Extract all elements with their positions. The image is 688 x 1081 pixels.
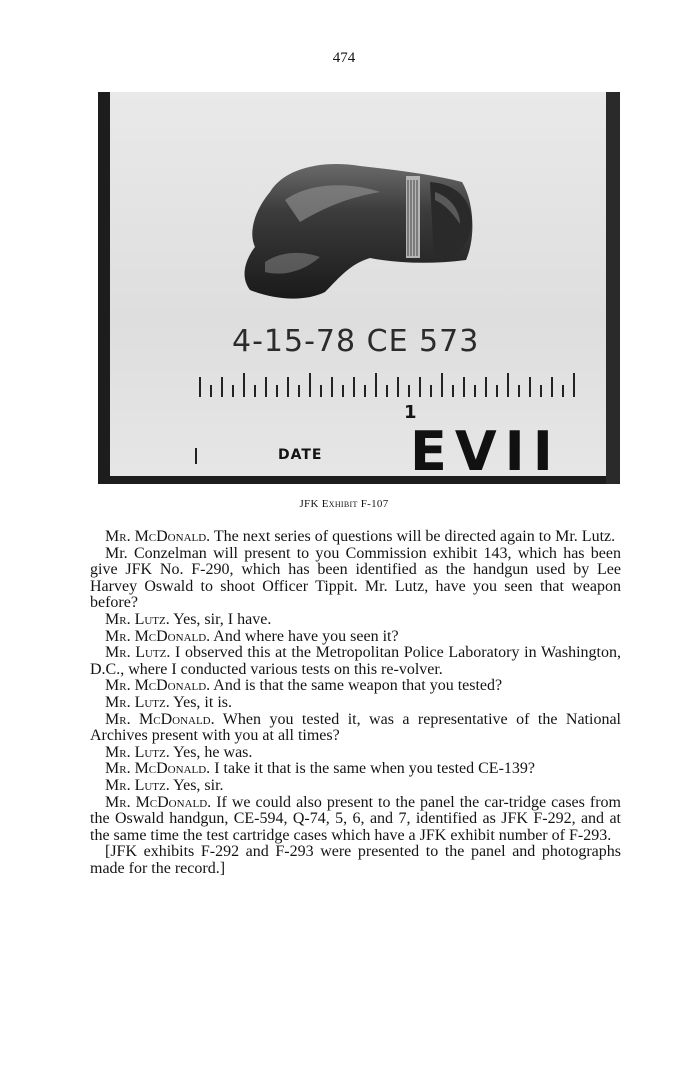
paragraph-text: I take it that is the same when you tested CE-139?	[210, 760, 535, 778]
speaker-label: Mr. McDonald.	[105, 627, 211, 645]
speaker-label: Mr. McDonald.	[105, 528, 211, 545]
exhibit-photo	[98, 92, 620, 484]
paragraph-text: Yes, sir, I have.	[169, 610, 272, 628]
ruler-inch-mark: 1	[404, 402, 417, 423]
speaker-label: Mr. Lutz.	[105, 743, 170, 761]
transcript-paragraph	[90, 712, 621, 745]
figure-caption	[0, 498, 688, 510]
paragraph-text: And where have you seen it?	[210, 627, 399, 645]
paragraph-text: The next series of questions will be directed again to Mr. Lutz.	[210, 528, 616, 545]
paragraph-text: Yes, he was.	[169, 743, 253, 761]
transcript-paragraph	[90, 629, 621, 646]
speaker-label: Mr. McDonald.	[105, 677, 211, 695]
photo-date-label: DATE	[278, 447, 323, 463]
transcript-paragraph	[90, 844, 621, 877]
transcript-paragraph	[90, 612, 621, 629]
speaker-label: Mr. Lutz.	[105, 610, 170, 628]
caption-number: F-107	[357, 498, 389, 510]
transcript-paragraph	[90, 795, 621, 845]
caption-prefix: JFK	[299, 498, 322, 510]
page-number: 474	[332, 50, 356, 66]
transcript-paragraph	[90, 546, 621, 612]
transcript-paragraph	[90, 695, 621, 712]
transcript-paragraph	[90, 761, 621, 778]
speaker-label: Mr. McDonald.	[105, 793, 212, 811]
photo-date-exhibit-label: 4-15-78 CE 573	[232, 324, 480, 359]
paragraph-text: [JFK exhibits F-292 and F-293 were presented to the panel and photographs made for the record.]	[90, 843, 621, 877]
transcript-paragraph	[90, 678, 621, 695]
photo-exhibit-letters: EVII	[410, 420, 561, 476]
speaker-label: Mr. McDonald.	[105, 710, 215, 728]
paragraph-text: If we could also present to the panel the car-tridge cases from the Oswald handgun, CE-594, Q-74, 5, 6, and 7, identified as JFK F-292, and at the same time the test cartridge cases which have a JFK exhibit number of F-293.	[90, 793, 621, 844]
paragraph-text: Yes, it is.	[169, 693, 232, 711]
photo-background	[110, 92, 606, 476]
paragraph-text: When you tested it, was a representative of the National Archives present with you at all times?	[90, 710, 621, 745]
speaker-label: Mr. Lutz.	[105, 776, 170, 794]
paragraph-text: I observed this at the Metropolitan Police Laboratory in Washington, D.C., where I conducted various tests on this re-volver.	[90, 644, 621, 678]
transcript-paragraph	[90, 778, 621, 795]
caption-exhibit-word: Exhibit	[321, 498, 358, 510]
photo-right-border	[606, 92, 620, 484]
paragraph-text: Yes, sir.	[169, 776, 224, 794]
ruler-left-tick	[195, 448, 197, 464]
paragraph-text: And is that the same weapon that you tested?	[210, 677, 503, 695]
transcript-paragraph	[90, 645, 621, 678]
speaker-label: Mr. Lutz.	[105, 693, 170, 711]
transcript-paragraph	[90, 745, 621, 762]
speaker-label: Mr. McDonald.	[105, 760, 211, 778]
photo-ruler-scale	[190, 367, 590, 407]
hearing-transcript	[90, 529, 621, 877]
transcript-paragraph	[90, 529, 621, 546]
paragraph-text: Mr. Conzelman will present to you Commission exhibit 143, which has been give JFK No. F-290, which has been identified as the handgun used by Lee Harvey Oswald to shoot Officer Tippit. Mr. Lutz, have you seen that weapon before?	[90, 544, 621, 612]
bullet-fragment-image	[230, 152, 480, 312]
speaker-label: Mr. Lutz.	[105, 644, 171, 662]
